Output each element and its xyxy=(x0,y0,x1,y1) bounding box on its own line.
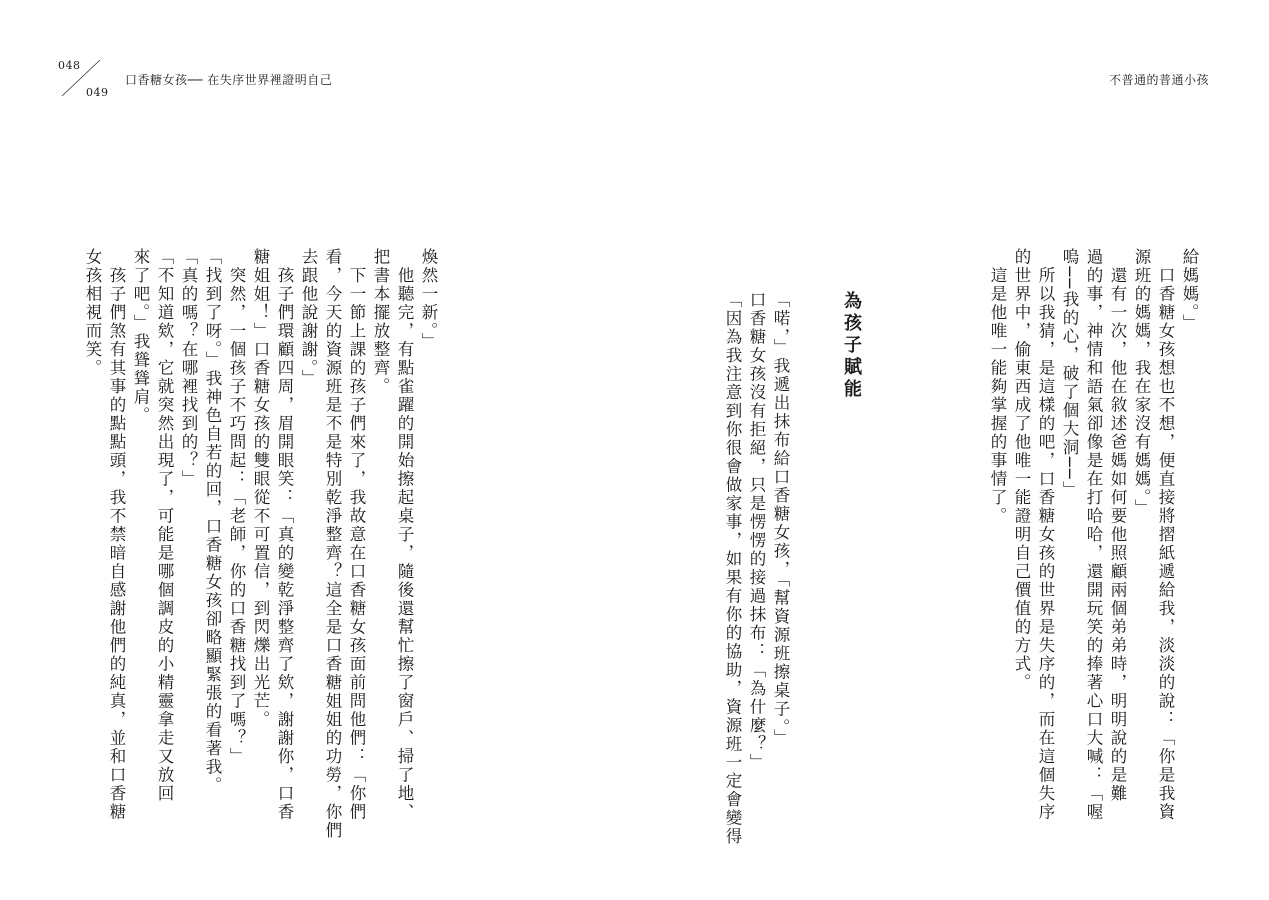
body-text-right: 給媽媽。」 口香糖女孩想也不想，便直接將摺紙遞給我，淡淡的說：「你是我資 源班的媽媽，我在家沒有媽媽。」 還有一次，他在敘述爸媽如何要他照顧兩個弟弟時，明明說的是難 過的事，神情和語氣卻像是在打哈哈，還開玩笑的捧著心口大喊：「喔 嗚──我的心，破了個大洞──」 所以我猜，是這樣的吧，口香糖女孩的世界是失序的，而在這個失序 的世界中，偷東西成了他唯一能證明自己價值的方式。 這是他唯一能夠掌握的事情了。 xyxy=(988,248,1199,822)
page-number-left: 048 xyxy=(58,59,81,72)
running-header-left: 口香糖女孩── 在失序世界裡證明自己 xyxy=(125,73,333,87)
section-heading: 為孩子賦能 xyxy=(841,291,862,401)
body-text-middle: 「喏，」我遞出抹布給口香糖女孩，「幫資源班擦桌子。」 口香糖女孩沒有拒絕，只是愣愣的接過抹布：「為什麼？」 「因為我注意到你很會做家事，如果有你的協助，資源班一定會變得 xyxy=(723,291,790,846)
page-number-right: 049 xyxy=(86,86,109,99)
running-header-right: 不普通的普通小孩 xyxy=(1108,73,1209,87)
body-text-left: 煥然一新。」 他聽完，有點雀躍的開始擦起桌子，隨後還幫忙擦了窗戶、掃了地、 把書本擺放整齊。 下一節上課的孩子們來了，我故意在口香糖女孩面前問他們：「你們 看，今天的資源班是不是特別乾淨整齊？這全是口香糖姐姐的功勞，你們 去跟他說謝謝。」 孩子們環顧四周，眉開眼笑：「真的變乾淨整齊了欸，謝謝你，口香 糖姐姐！」口香糖女孩的雙眼從不可置信，到閃爍出光芒。 突然，一個孩子不巧問起：「老師，你的口香糖找到了嗎？」 「找到了呀。」我神色自若的回，口香糖女孩卻略顯緊張的看著我。 「真的嗎？在哪裡找到的？」 「不知道欸，它就突然出現了，可能是哪個調皮的小精靈拿走又放回 來了吧。」我聳聳肩。 孩子們煞有其事的點點頭，我不禁暗自感謝他們的純真，並和口香糖 女孩相視而笑。 xyxy=(83,248,438,840)
